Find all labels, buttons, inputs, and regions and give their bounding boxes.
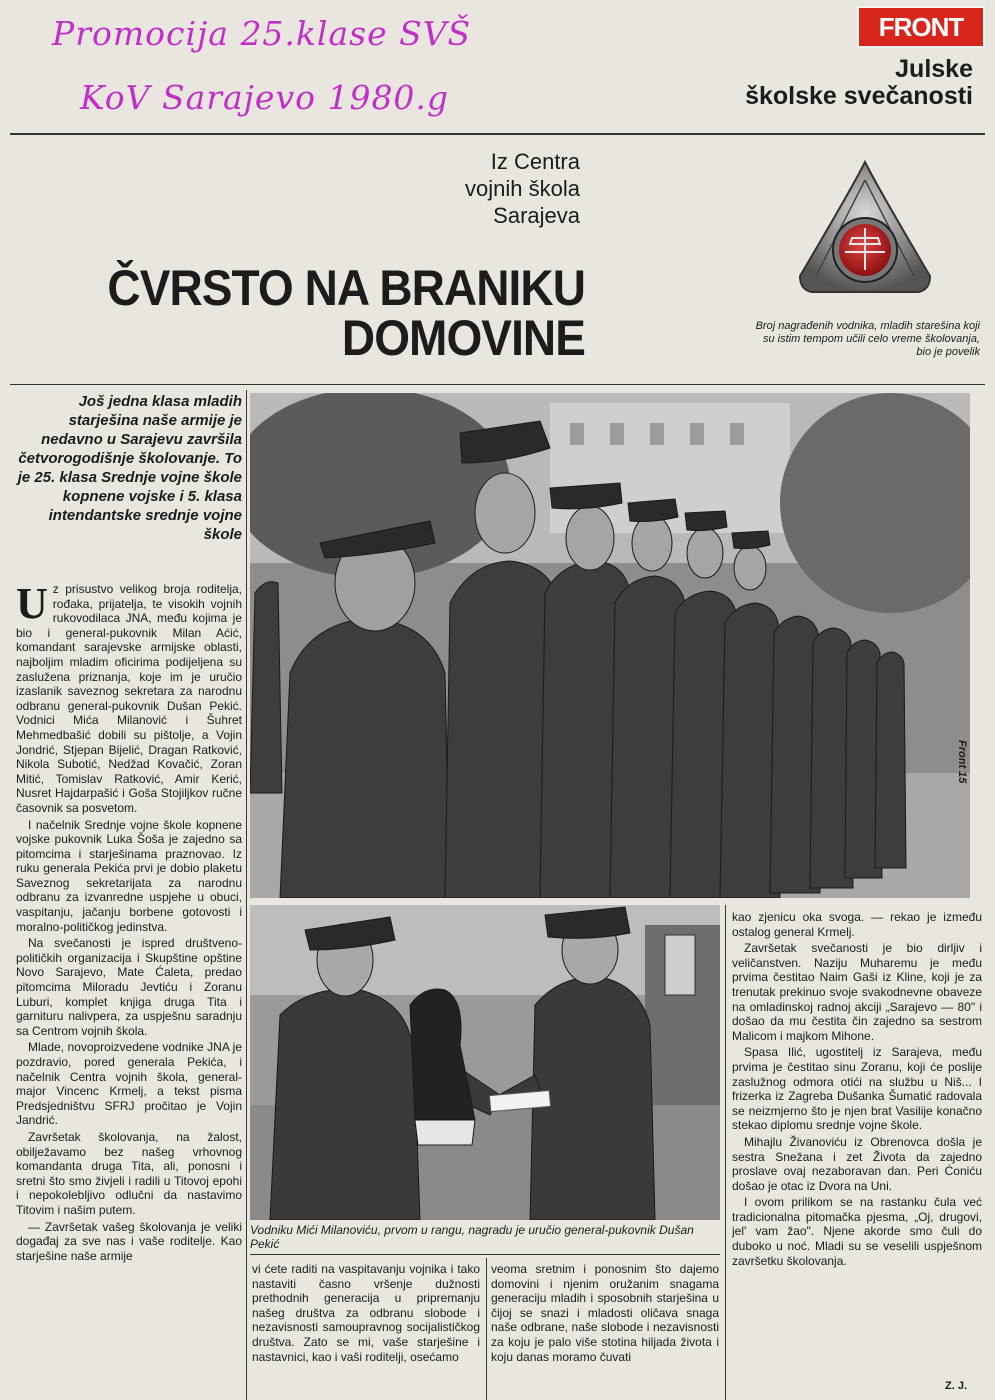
section-title (745, 56, 973, 110)
article-lead: Još jedna klasa mladih starješina naše armije je nedavno u Sarajevu završila četvorogodišnje školovanje. To je 25. klasa Srednje vojne škole kopnene vojske i 5. klasa intendantske srednje vojne škole (17, 393, 242, 543)
body-column-mid1: vi ćete raditi na vaspitavanju vojnika i tako nastaviti časno vršenje dužnosti prethodnih generacija u pripremanju našeg društva za odbranu slobode i nezavisnosti samoupravnog socijalističkog društva. Zato se mi, vaše starješine i nastavnici, kao i vaši roditelji, osećamo (252, 1262, 480, 1364)
military-badge-image (790, 158, 940, 298)
overlay-caption-line1: Promocija 25.klase SVŠ (52, 14, 472, 53)
author-signature: Z. J. (945, 1380, 968, 1392)
colr-paragraph-4: Mihajlu Živanoviću iz Obrenovca došla je sestra Snežana i zet Života da zajedno proslave ovaj nezaboravan dan. Peri Ćoniću došao je otac iz Dvora na Uni. (732, 1134, 982, 1193)
headline-line1: ČVRSTO NA BRANIKU (107, 260, 585, 316)
body-column-left (16, 582, 242, 1400)
overlay-caption-line2: KoV Sarajevo 1980.g (80, 78, 450, 117)
top-rule (10, 133, 985, 135)
colr-paragraph-5: I ovom prilikom se na rastanku čula već tradicionalna pitomačka pjesma, „Oj, drugovi, jel' vam žao". Njene akorde smo čuli do duboko u noć. Mladi su se veselili uspješnom završetku školovanja. (732, 1195, 982, 1268)
page-folio: Front 15 (956, 740, 968, 784)
col1-paragraph-4: Mlade, novoproizvedene vodnike JNA je pozdravio, pored generala Pekića, i načelnik Centra vojnih škola, general-major Vincenc Krmelj, a tekst pisma Predsjedništvu SFRJ pročitao je Vojin Jandrić. (16, 1040, 242, 1128)
column-rule-1 (246, 390, 247, 1400)
subtitle-line3: Sarajeva (493, 203, 580, 228)
drop-cap: U (16, 582, 48, 628)
section-title-line2: školske svečanosti (745, 82, 973, 110)
front-logo: FRONT (857, 6, 985, 48)
body-column-mid2: veoma sretnim i ponosnim što dajemo domovini i njenim oružanim snagama generaciju mladih i sposobnih starješina u čijoj se snazi i mladosti oličava snaga naše odbrane, naše slobode i nezavisnosti za koju je palo više stotina hiljada života i koju danas moramo čuvati (491, 1262, 719, 1364)
colr-paragraph-2: Završetak svečanosti je bio dirljiv i veličanstven. Naziju Muharemu je među prvima čestitao Naim Gaši iz Kline, koji je za trenutak prekinuo svoje svakodnevne obaveze na omladinskoj radnoj akciji „Sarajevo — 80" i došao da mu čestita čin zajedno sa sestrom Malicom i majkom Mihone. (732, 941, 982, 1043)
col1-paragraph-2: I načelnik Srednje vojne škole kopnene vojske pukovnik Luka Šoša je zajedno sa pitomcima i starješinama praznovao. Iz ruku generala Pekića prvi je dobio plaketu Saveznog sekretarijata za narodnu odbranu za izvanredne uspjehe u obuci, vaspitanju, jačanju borbene gotovosti i moralno-političkog jedinstva. (16, 817, 242, 934)
column-rule-3 (486, 1258, 487, 1400)
column-rule-2 (725, 905, 726, 1400)
col1-paragraph-1: z prisustvo velikog broja roditelja, rođaka, prijatelja, te visokih vojnih rukovodilaca JNA, među kojima je bio i general-pukovnik Milan Aćić, komandant sarajevske armijske oblasti, najboljim mladim oficirima podijeljena su zaslužena priznanja, koje im je uručio izaslanik saveznog sekretara za narodnu odbranu general-pukovnik Dušan Pekić. Vodnici Mića Milanović i Šuhret Mehmedbašić dobili su pištolje, a Vojin Jondrić, Stjepan Bijelić, Dragan Ratković, Nikola Subotić, Nedžad Kovačić, Zoran Mitić, Tomislav Ratković, Amir Kerić, Nusret Hajdarpašić i Goša Stojiljkov ručne časovnik sa posvetom. (16, 582, 242, 815)
body-column-right (732, 910, 982, 1376)
col1-paragraph-6: — Završetak vašeg školovanja je veliki događaj za sve nas i vaše roditelje. Kao starješine naše armije (16, 1219, 242, 1263)
award-ceremony-photo (250, 905, 720, 1220)
col1-paragraph-5: Završetak školovanja, na žalost, obilježavamo bez našeg vrhovnog komandanta druga Tita, ali, ponosni i sretni što smo živjeli i radili u Titovoj epohi i nepokolebljivo odlučni da nastavimo Titovim i našim putem. (16, 1129, 242, 1217)
article-subtitle (430, 148, 580, 229)
photo-caption: Vodniku Mići Milanoviću, prvom u rangu, nagradu je uručio general-pukovnik Dušan Pekić (250, 1223, 694, 1251)
middle-rule (10, 384, 985, 385)
headline-line2: DOMOVINE (341, 310, 585, 366)
colr-paragraph-3: Spasa Ilić, ugostitelj iz Sarajeva, među prvima je čestitao sinu Zoranu, koji će poslije zaslužnog odmora otići na službu u Niš... I frizerka iz Zagreba Dušanka Šumatić radovala se neizmjerno što je njen brat Vasilije konačno stekao diplomu srednje vojne škole. (732, 1045, 982, 1133)
subtitle-line2: vojnih škola (465, 176, 580, 201)
colr-paragraph-1: kao zjenicu oka svoga. — rekao je između ostalog general Krmelj. (732, 910, 982, 939)
subtitle-line1: Iz Centra (490, 149, 580, 174)
caption-rule (250, 1254, 720, 1255)
col1-paragraph-3: Na svečanosti je ispred društveno-političkih organizacija i Skupštine opštine Novo Sarajevo, Mate Ćaleta, predao pitomcima Miloradu Jevtiću i Zoranu Luburi, komplet knjiga druga Tita i garnituru nalivpera, za uspješnu saradnju sa Centrom vojnih škola. (16, 936, 242, 1038)
section-title-line1: Julske (895, 55, 973, 83)
badge-caption: Broj nagrađenih vodnika, mladih starešina koji su istim tempom učili celo vreme školovanja, bio je povelik (755, 320, 980, 358)
article-headline (74, 260, 585, 366)
officers-lineup-photo (250, 393, 970, 898)
